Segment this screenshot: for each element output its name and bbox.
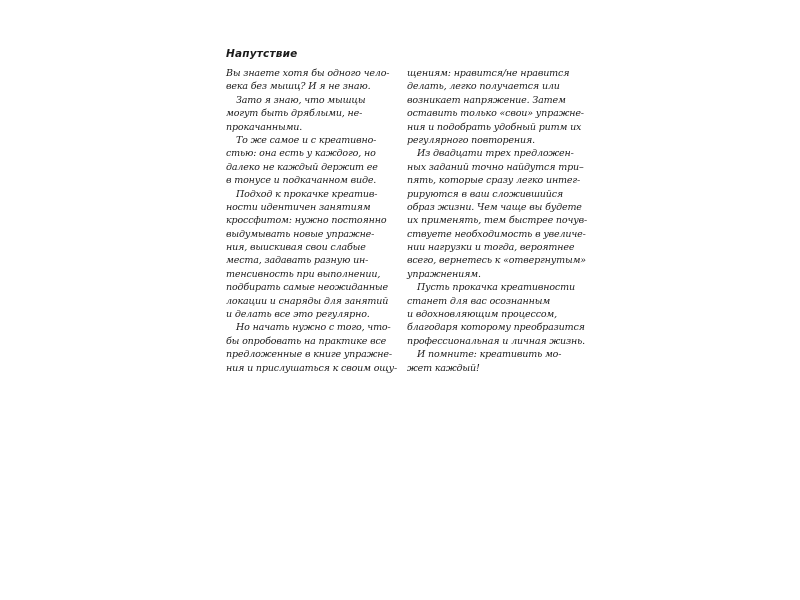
text-line: нии нагрузки и тогда, вероятнее xyxy=(407,242,575,254)
text-line: Подход к прокачке креатив- xyxy=(236,188,378,200)
text-line: оставить только «свои» упражне- xyxy=(407,108,584,120)
text-line: и делать все это регулярно. xyxy=(226,309,370,321)
text-line: кроссфитом: нужно постоянно xyxy=(226,215,387,227)
text-line: ствуете необходимость в увеличе- xyxy=(407,228,586,240)
text-line: и вдохновляющим процессом, xyxy=(407,309,558,321)
page-title: Напутствие xyxy=(226,48,298,60)
text-line: в тонусе и подкачанном виде. xyxy=(226,175,377,187)
text-line: локации и снаряды для занятий xyxy=(226,295,389,307)
text-line: упражнениям. xyxy=(407,268,481,280)
text-line: тенсивность при выполнении, xyxy=(226,268,381,280)
text-line: века без мышц? И я не знаю. xyxy=(226,81,371,93)
text-line: пять, которые сразу легко интег- xyxy=(407,175,581,187)
text-line: подбирать самые неожиданные xyxy=(226,282,388,294)
text-line: ния, выискивая свои слабые xyxy=(226,242,366,254)
text-line: могут быть дряблыми, не- xyxy=(226,108,363,120)
text-line: Из двадцати трех предложен- xyxy=(417,148,574,160)
text-line: делать, легко получается или xyxy=(407,81,560,93)
text-line: их применять, тем быстрее почув- xyxy=(407,215,588,227)
text-line: регулярного повторения. xyxy=(407,134,535,146)
text-line: всего, вернетесь к «отвергнутым» xyxy=(407,255,586,267)
text-line: И помните: креативить мо- xyxy=(417,349,562,361)
text-line: Но начать нужно с того, что- xyxy=(236,322,391,334)
text-line: благодаря которому преобразится xyxy=(407,322,585,334)
text-line: профессиональная и личная жизнь. xyxy=(407,335,586,347)
text-line: ных заданий точно найдутся три– xyxy=(407,161,584,173)
text-line: рируются в ваш сложившийся xyxy=(407,188,564,200)
text-line: станет для вас осознанным xyxy=(407,295,551,307)
text-line: далеко не каждый держит ее xyxy=(226,161,378,173)
text-line: выдумывать новые упражне- xyxy=(226,228,375,240)
text-line: То же самое и с креативно- xyxy=(236,134,377,146)
text-line: возникает напряжение. Затем xyxy=(407,94,566,106)
left-text-column xyxy=(226,67,398,375)
text-line: стью: она есть у каждого, но xyxy=(226,148,376,160)
text-line: ния и прислушаться к своим ощу- xyxy=(226,362,398,374)
text-line: ния и подобрать удобный ритм их xyxy=(407,121,582,133)
text-line: Зато я знаю, что мышцы xyxy=(236,94,366,106)
text-line: Вы знаете хотя бы одного чело- xyxy=(226,68,390,79)
text-line: щениям: нравится/не нравится xyxy=(407,68,570,79)
text-line: бы опробовать на практике все xyxy=(226,335,387,347)
text-line: места, задавать разную ин- xyxy=(226,255,369,267)
text-line: предложенные в книге упражне- xyxy=(226,349,392,361)
text-line: ности идентичен занятиям xyxy=(226,201,371,213)
right-text-column xyxy=(407,67,588,375)
text-line: Пусть прокачка креативности xyxy=(417,282,575,294)
text-line: образ жизни. Чем чаще вы будете xyxy=(407,201,582,213)
text-line: прокачанными. xyxy=(226,121,303,133)
text-line: жет каждый! xyxy=(407,362,480,374)
